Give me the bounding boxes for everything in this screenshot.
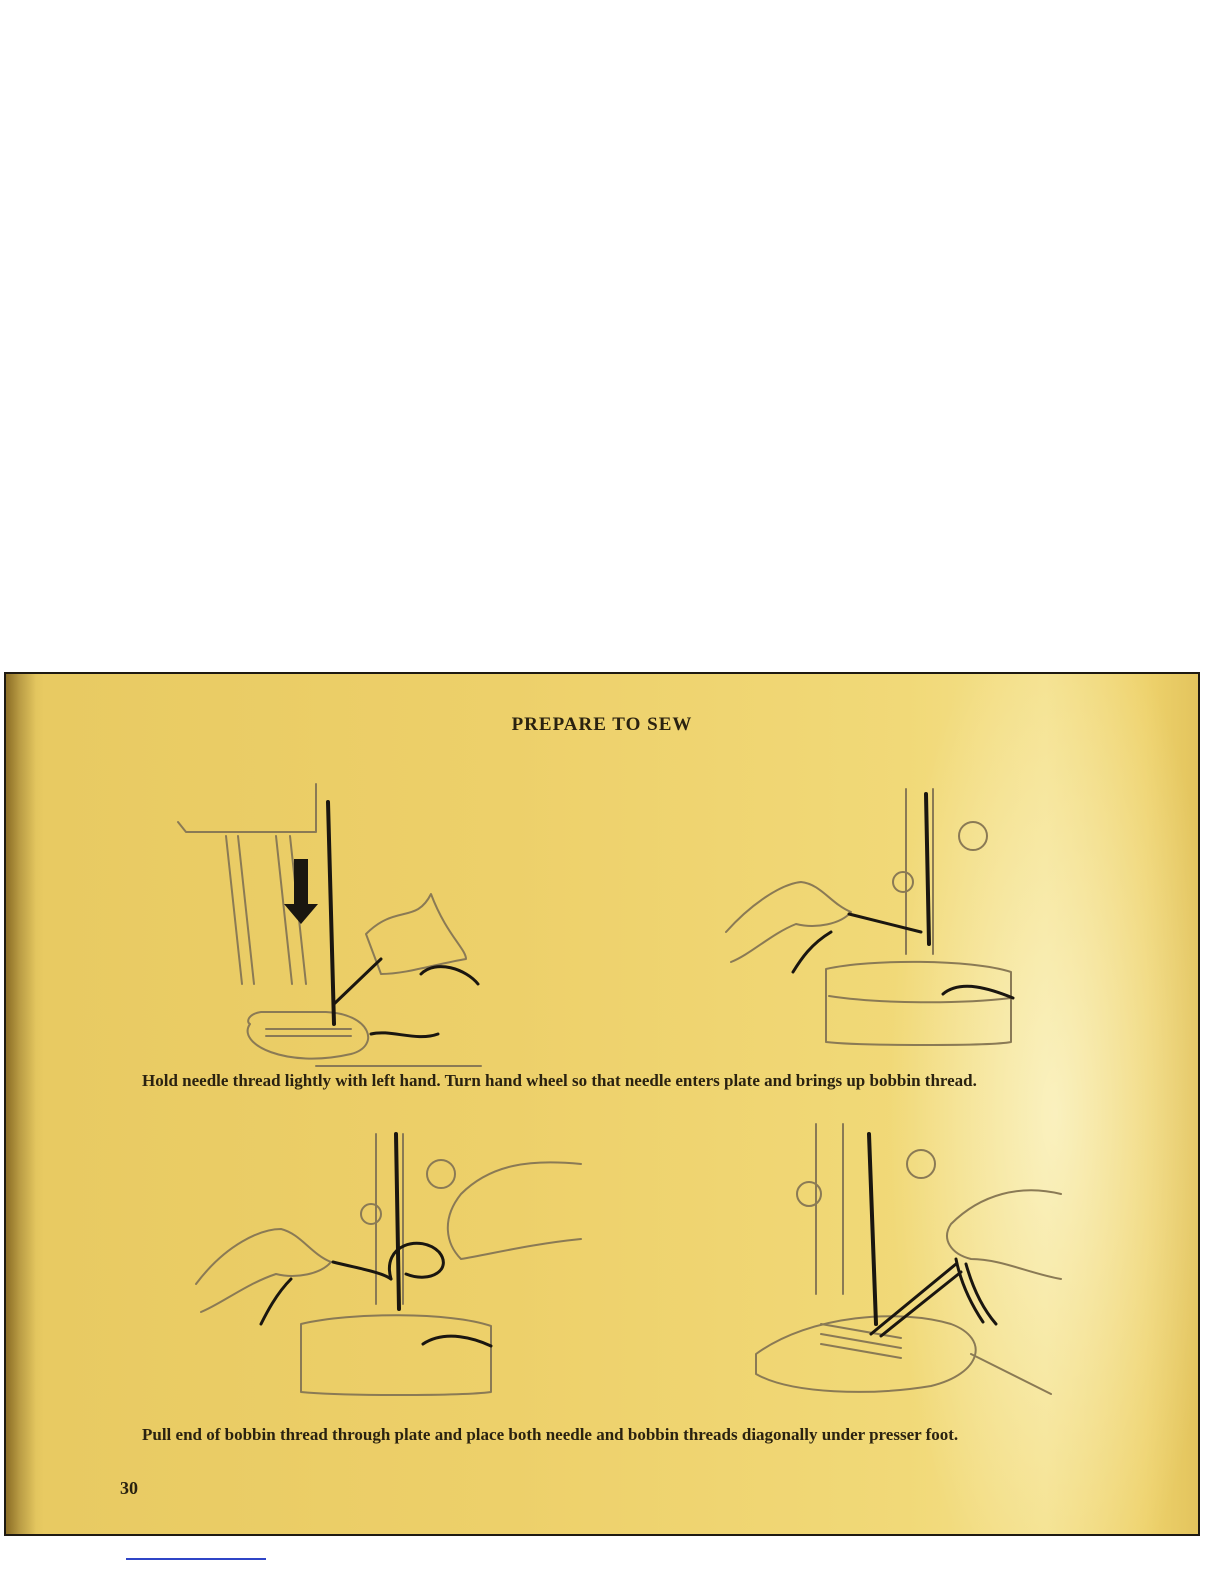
caption-step-2: Pull end of bobbin thread through plate and place both needle and bobbin threads diagonally under presser foot. xyxy=(142,1425,959,1444)
page-number: 30 xyxy=(120,1478,138,1498)
caption-step-1: Hold needle thread lightly with left hand. Turn hand wheel so that needle enters plate and brings up bobbin thread. xyxy=(142,1071,977,1090)
illustration-hand-holding-thread xyxy=(711,784,1041,1064)
footer-link-underline[interactable] xyxy=(126,1558,266,1560)
page-title: PREPARE TO SEW xyxy=(511,714,693,735)
illustration-pull-bobbin-loop xyxy=(191,1134,591,1414)
manual-page-photo xyxy=(4,672,1200,1536)
illustration-presser-foot-arrow xyxy=(166,784,486,1064)
illustration-threads-under-foot xyxy=(751,1124,1071,1404)
